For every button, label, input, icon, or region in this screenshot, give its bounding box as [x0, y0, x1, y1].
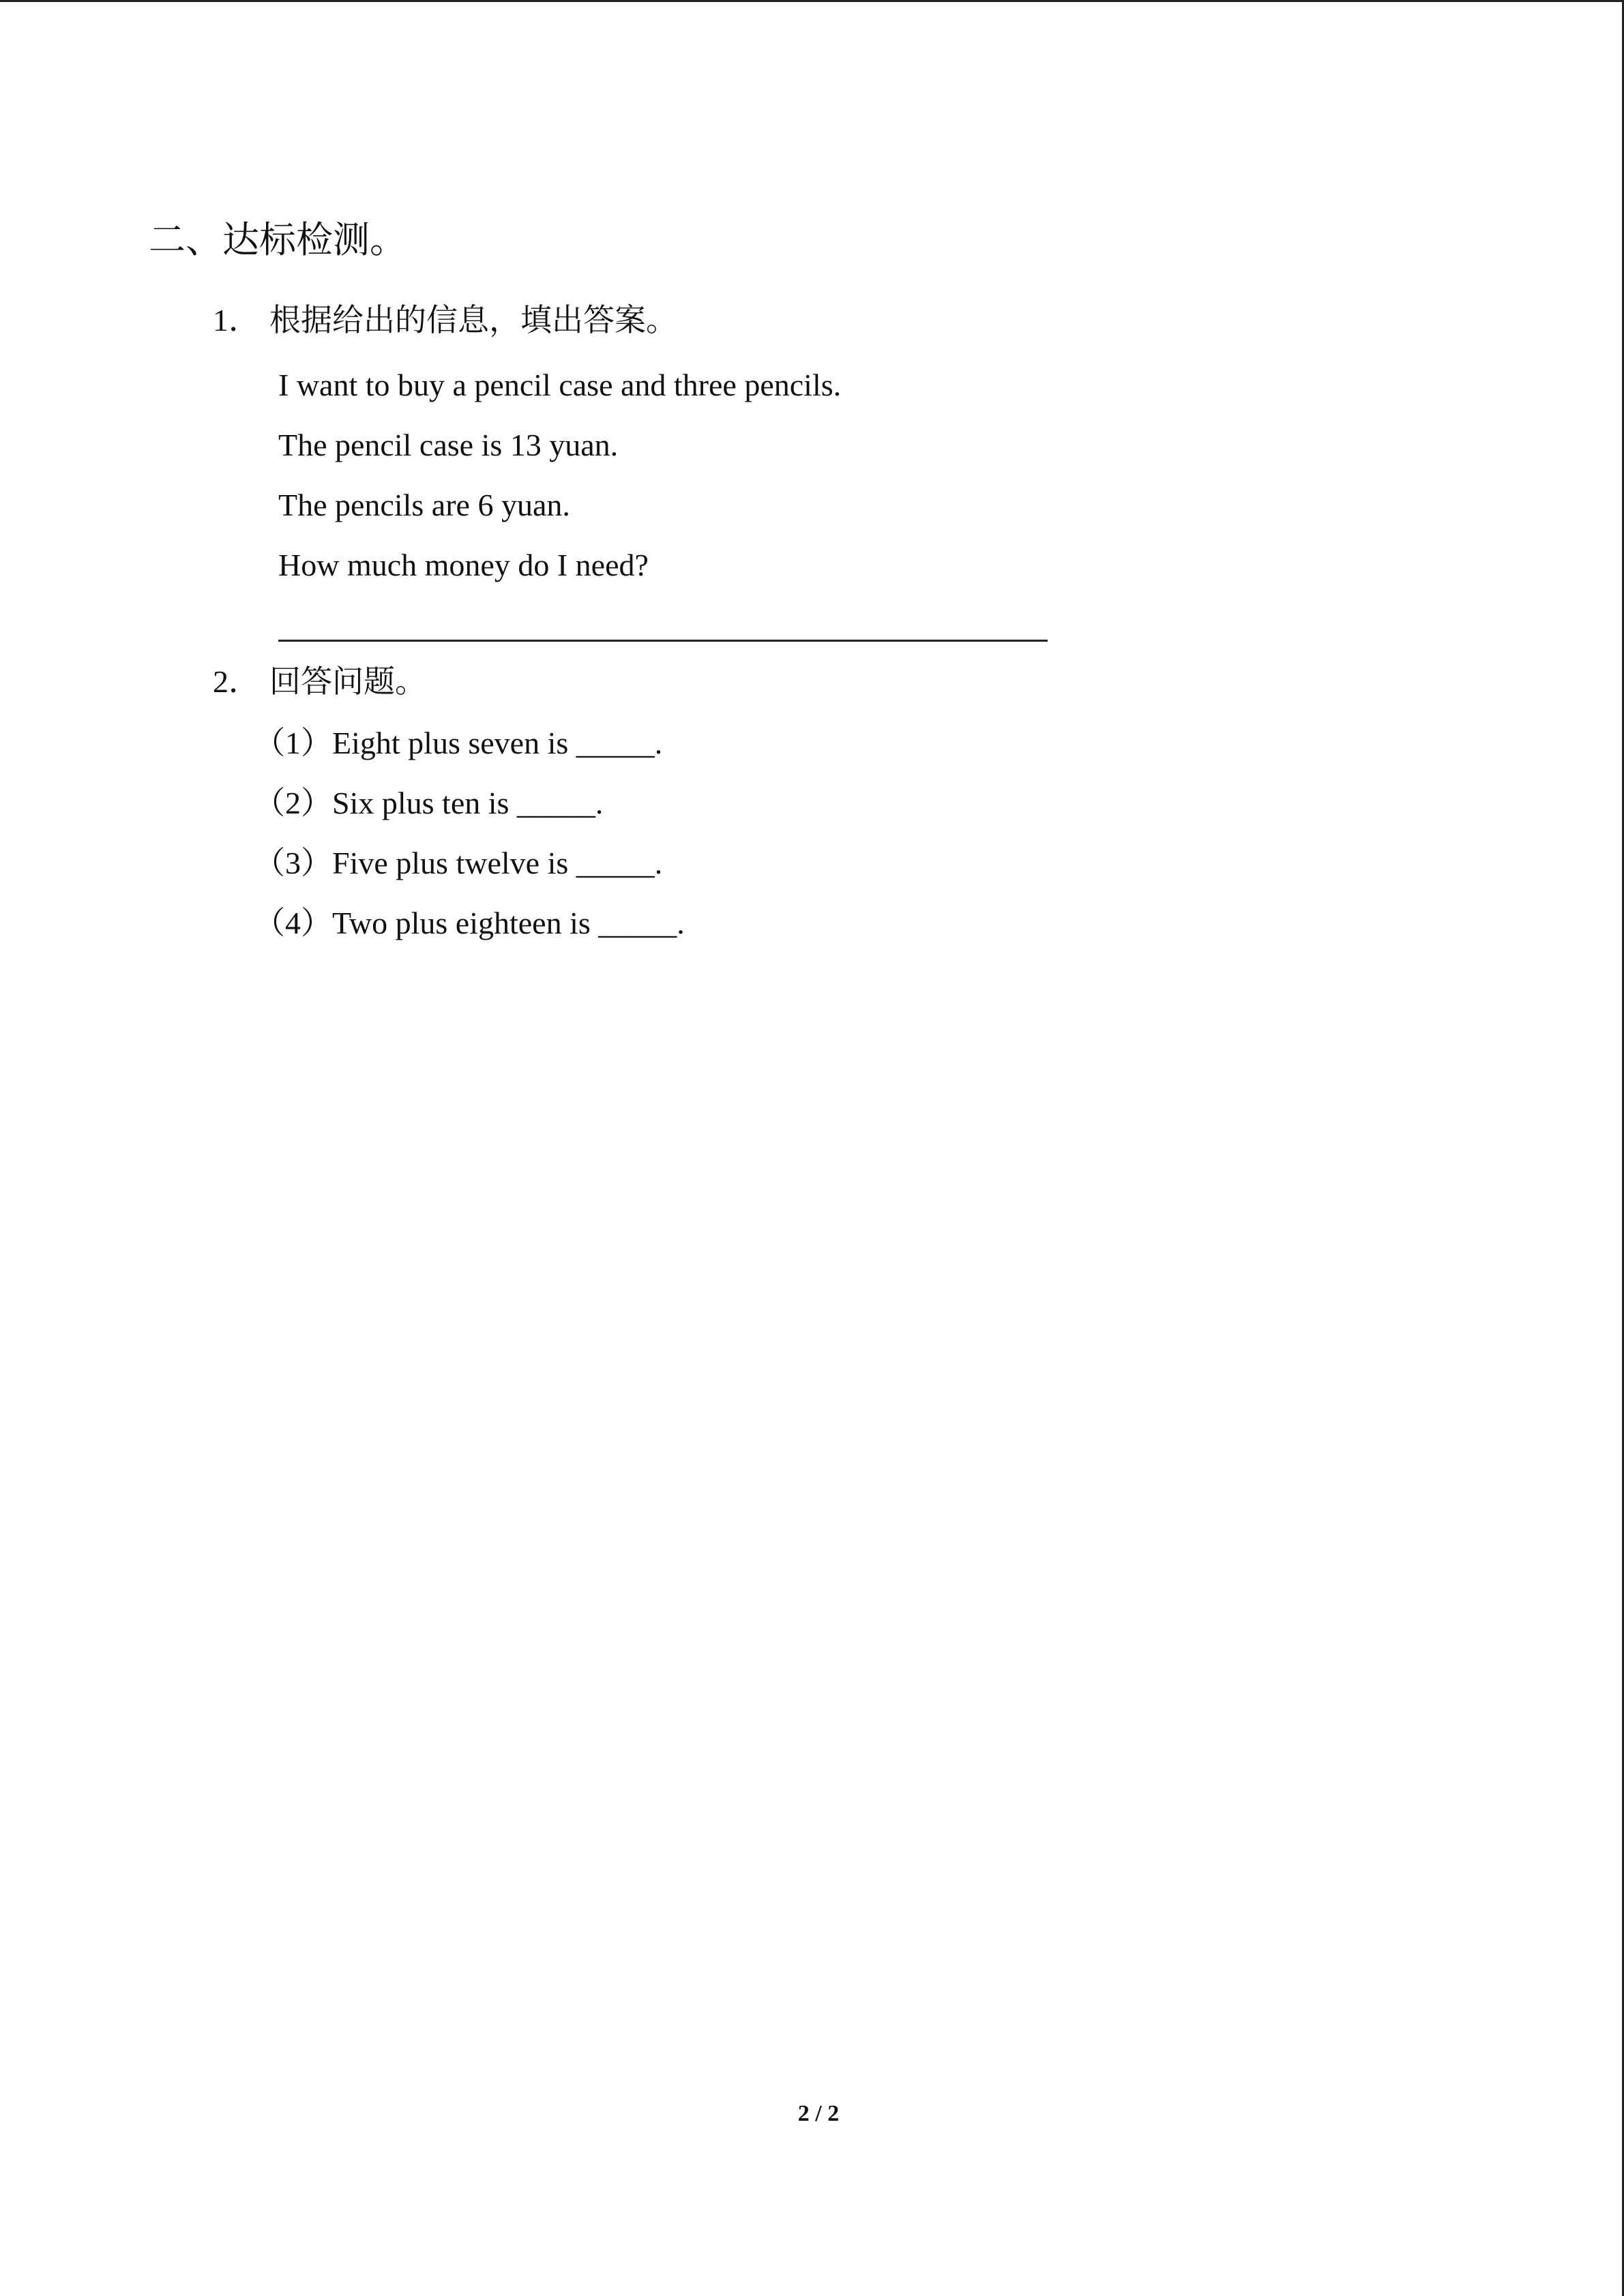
sub-question-2: （2）Six plus ten is _____.	[254, 786, 604, 820]
passage-line-4: How much money do I need?	[278, 548, 649, 582]
page-number: 2 / 2	[797, 2101, 840, 2126]
passage-line-2: The pencil case is 13 yuan.	[278, 428, 619, 462]
question-1-instruction: 根据给出的信息，填出答案。	[269, 303, 677, 338]
section-title: 二、达标检测。	[149, 220, 407, 260]
sub-question-1: （1）Eight plus seven is _____.	[254, 726, 663, 760]
answer-blank-line[interactable]	[278, 640, 1048, 642]
question-1-number: 1．	[213, 303, 260, 338]
passage-line-1: I want to buy a pencil case and three pencils.	[278, 368, 842, 402]
sub-question-3: （3）Five plus twelve is _____.	[254, 846, 663, 880]
question-2-heading	[213, 658, 426, 706]
sub-question-4: （4）Two plus eighteen is _____.	[254, 906, 685, 940]
passage-line-3: The pencils are 6 yuan.	[278, 488, 570, 522]
question-2-number: 2．	[213, 664, 260, 699]
question-1-heading	[213, 297, 677, 344]
question-2-instruction: 回答问题。	[269, 664, 426, 699]
